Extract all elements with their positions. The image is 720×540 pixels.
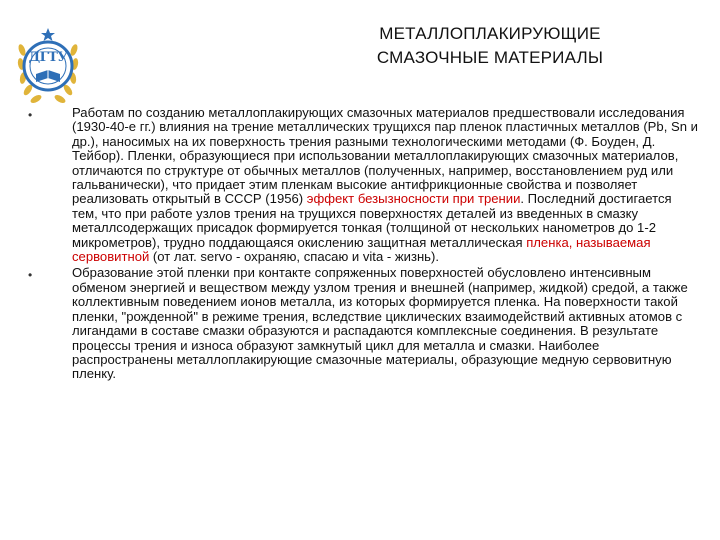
highlight-term: пленка, называемая сервовитной <box>72 234 651 265</box>
paragraph-text: . Последний достигается тем, что при работе узлов трения на трущихся поверхностях деталей из введенных в смазку металлсодержащих присадок формируется тонкая (толщиной от нескольких нанометров до 1-2 микрометров), трудно поддающаяся окислению защитная металлическая <box>72 191 672 250</box>
paragraph-text: Работам по созданию металлоплакирующих смазочных материалов предшествовали исследования (1930-40-е гг.) влияния на трение металлических трущихся пар пленок пластичных металлов (Pb, Sn и др.), наносимых на их поверхность трения разными технологическими методами (Ф. Боуден, Д. Тейбор). Пленки, образующиеся при использовании металлоплакирующих смазочных материалов, отличаются по структуре от обычных металлов (полученных, например, восстановлением руд или гальванически), что придает этим пленкам высокие антифрикционные свойства и позволяет реализовать открытый в СССР (1956) <box>72 105 698 207</box>
bullet-marker: • <box>28 268 33 283</box>
slide-title-line1: МЕТАЛЛОПЛАКИРУЮЩИЕ <box>379 24 601 43</box>
highlight-term: эффект безызносности при трении <box>306 191 521 207</box>
university-logo <box>16 10 80 112</box>
slide-title-line2: СМАЗОЧНЫЕ МАТЕРИАЛЫ <box>376 48 604 67</box>
bullet-paragraph-2: Образование этой пленки при контакте сопряженных поверхностей обусловлено интенсивным обменом энергией и веществом между узлом трения и внешней (например, жидкой) средой, а также коллективным поведением ионов металла, из которых формируется пленка. На поверхности такой пленки, "рожденной" в режиме трения, вследствие циклических взаимодействий активных атомов с лигандами в составе смазки образуются и распадаются комплексные соединения. В результате процессы трения и износа образуют замкнутый цикл для металла и смазки. Наиболее распространены металлоплакирующие смазочные материалы, образующие медную сервовитную пленку. <box>72 265 688 382</box>
bullet-item-2 <box>28 266 700 381</box>
bullet-item-1 <box>28 106 700 264</box>
slide-title <box>280 22 700 70</box>
bullet-list <box>28 106 700 382</box>
logo-text: ДГТУ <box>28 50 68 65</box>
bullet-marker: • <box>28 108 33 122</box>
paragraph-text: (от лат. servo - охраняю, спасаю и vita - жизнь). <box>149 249 439 265</box>
bullet-paragraph-1 <box>72 106 700 264</box>
